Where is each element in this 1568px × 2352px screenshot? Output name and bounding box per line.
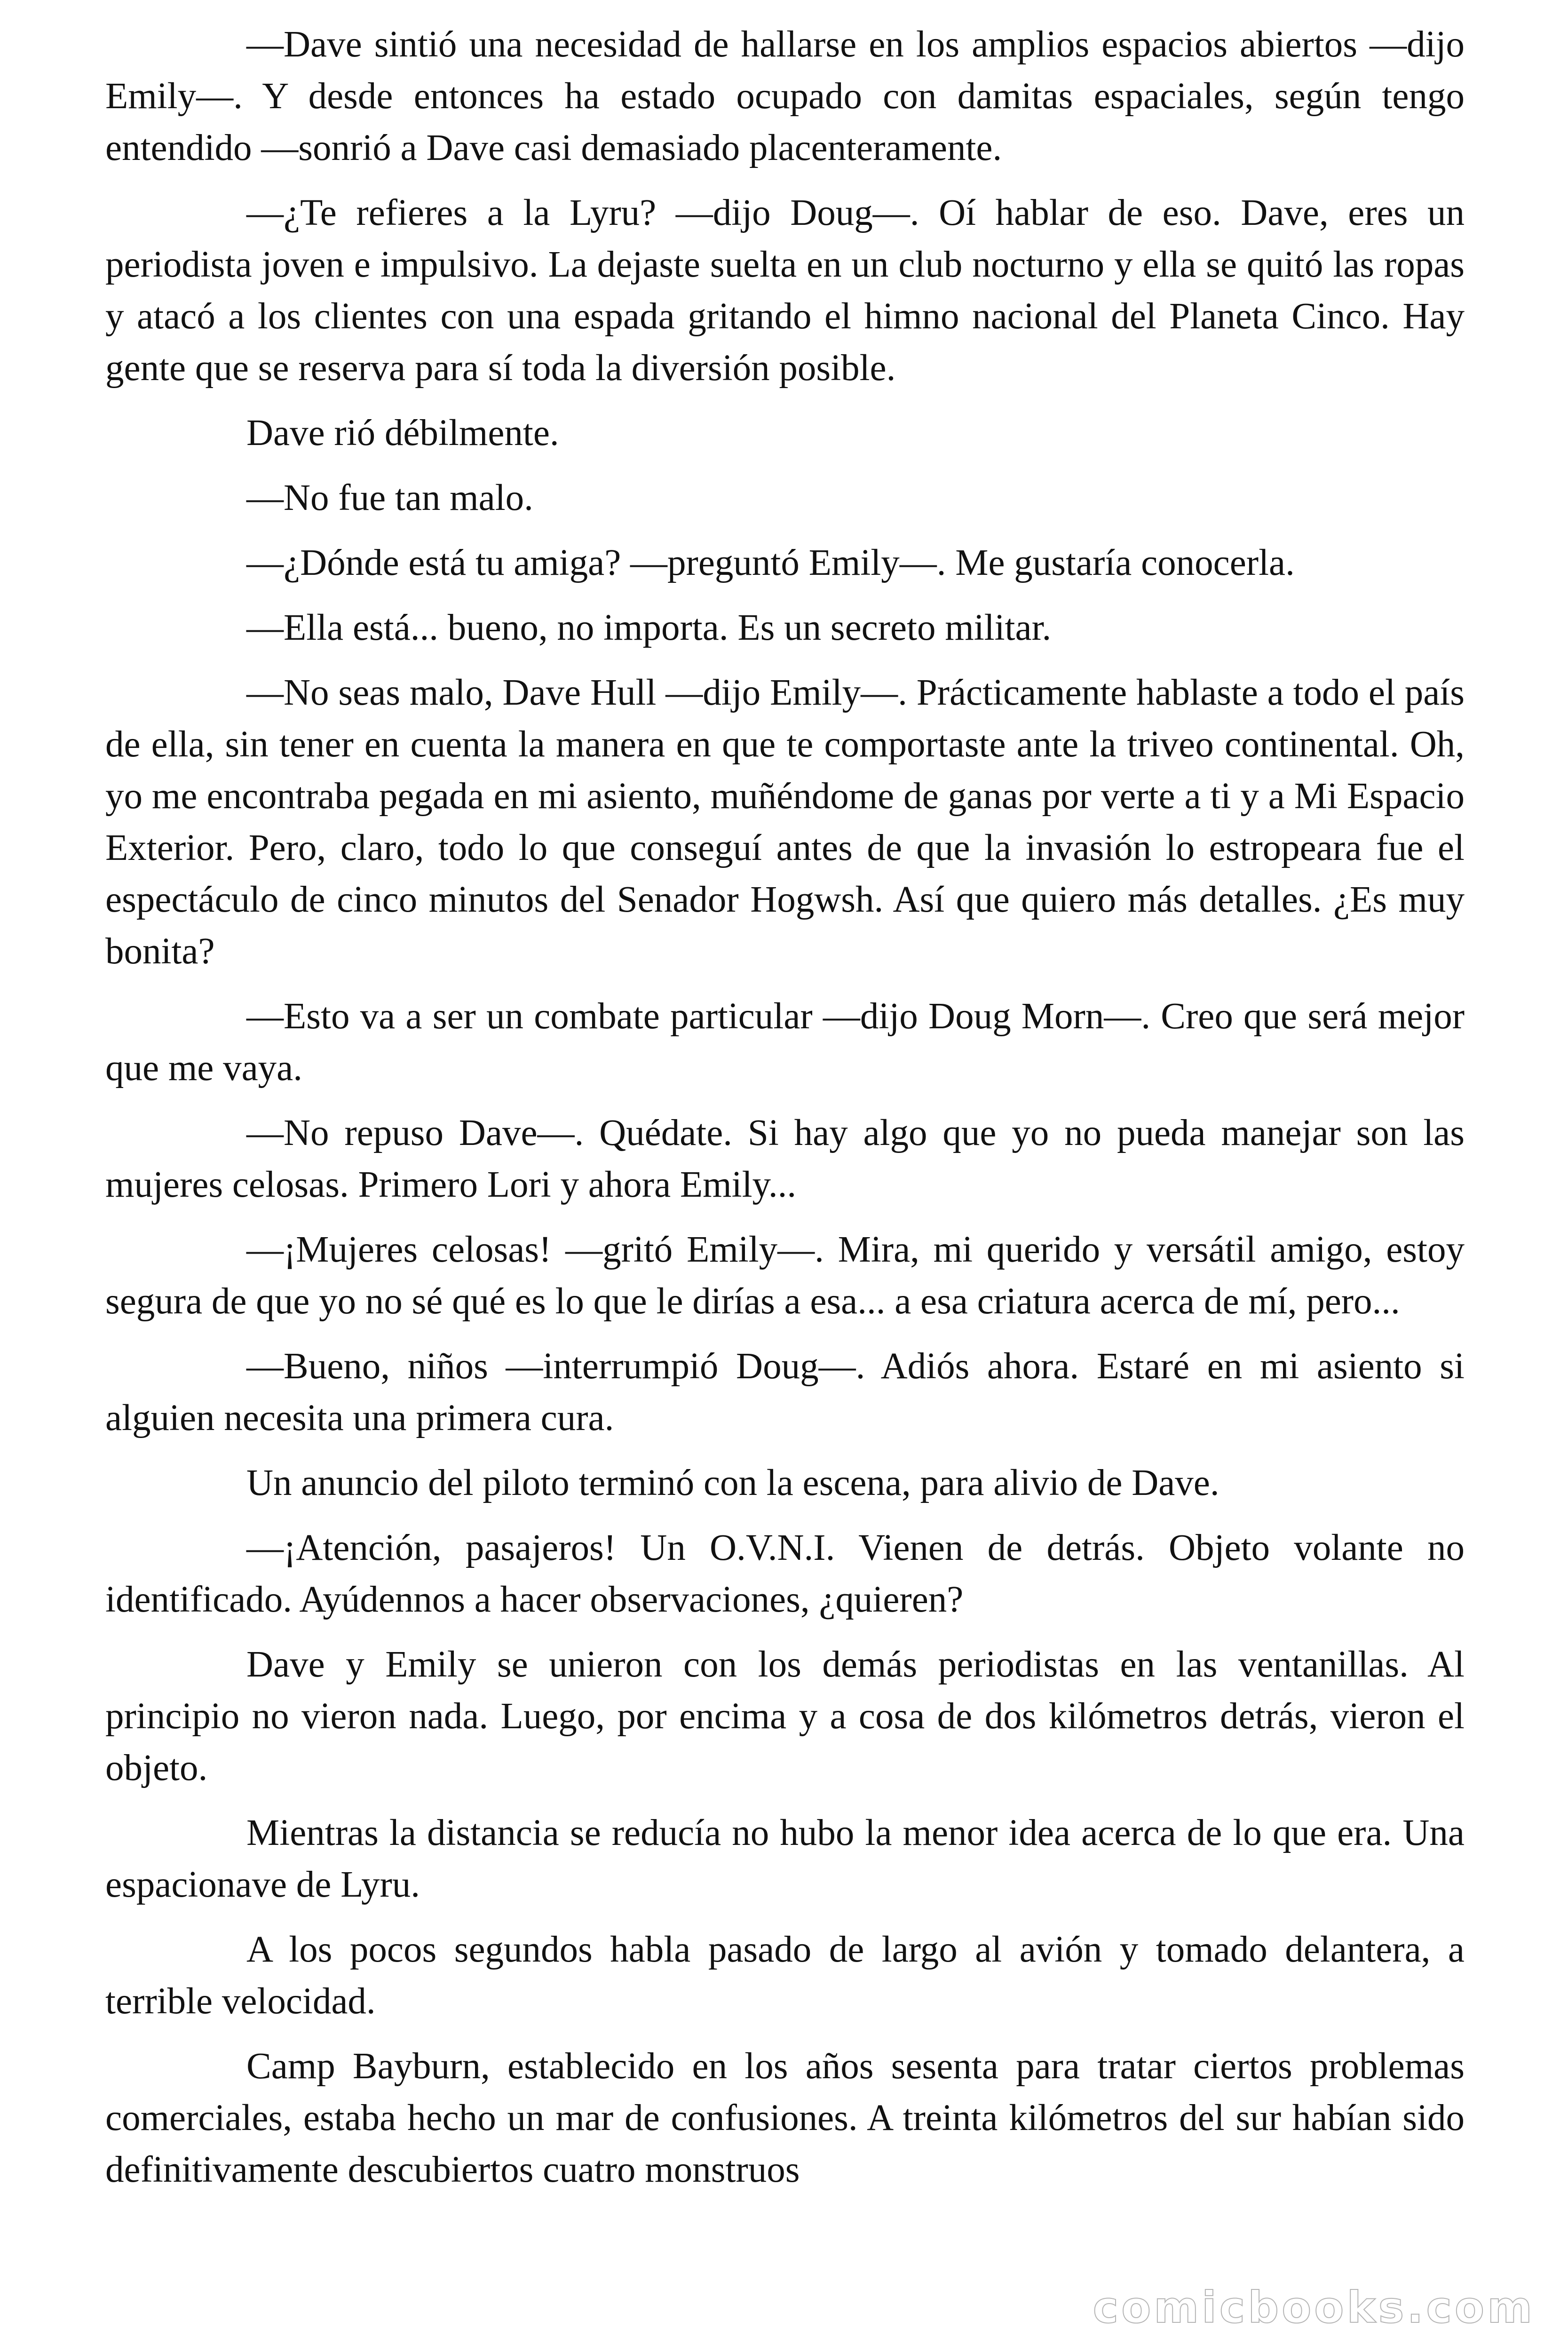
paragraph: —¡Mujeres celosas! —gritó Emily—. Mira, mi querido y versátil amigo, estoy segura de que yo no sé qué es lo que le dirías a esa... a esa criatura acerca de mí, pero... — [105, 1229, 1465, 1322]
watermark: comicbooks.com — [1093, 2282, 1535, 2333]
paragraph: Camp Bayburn, establecido en los años sesenta para tratar ciertos problemas comerciales, estaba hecho un mar de confusiones. A treinta kilómetros del sur habían sido definitivamente descubiertos cuatro monstruos — [105, 2046, 1465, 2190]
book-page-text — [105, 19, 1465, 2209]
paragraph: —Esto va a ser un combate particular —dijo Doug Morn—. Creo que será mejor que me vaya. — [105, 996, 1465, 1089]
paragraph: —Dave sintió una necesidad de hallarse en los amplios espacios abiertos —dijo Emily—. Y desde entonces ha estado ocupado con damitas espaciales, según tengo entendido —sonrió a Dave casi demasiado placenteramente. — [105, 24, 1465, 168]
paragraph: —No seas malo, Dave Hull —dijo Emily—. Prácticamente hablaste a todo el país de ella, sin tener en cuenta la manera en que te comportaste ante la triveo continental. Oh, yo me encontraba pegada en mi asiento, muñéndome de ganas por verte a ti y a Mi Espacio Exterior. Pero, claro, todo lo que conseguí antes de que la invasión lo estropeara fue el espectáculo de cinco minutos del Senador Hogwsh. Así que quiero más detalles. ¿Es muy bonita? — [105, 672, 1465, 972]
paragraph: Un anuncio del piloto terminó con la escena, para alivio de Dave. — [246, 1462, 1220, 1503]
paragraph: Dave y Emily se unieron con los demás periodistas en las ventanillas. Al principio no vieron nada. Luego, por encima y a cosa de dos kilómetros detrás, vieron el objeto. — [105, 1644, 1465, 1788]
paragraph: A los pocos segundos habla pasado de largo al avión y tomado delantera, a terrible velocidad. — [105, 1929, 1465, 2022]
paragraph: —Ella está... bueno, no importa. Es un secreto militar. — [246, 607, 1052, 648]
paragraph: —No repuso Dave—. Quédate. Si hay algo que yo no pueda manejar son las mujeres celosas. Primero Lori y ahora Emily... — [105, 1112, 1465, 1205]
paragraph: Mientras la distancia se reducía no hubo la menor idea acerca de lo que era. Una espacionave de Lyru. — [105, 1812, 1465, 1905]
paragraph: —¿Te refieres a la Lyru? —dijo Doug—. Oí hablar de eso. Dave, eres un periodista joven e impulsivo. La dejaste suelta en un club nocturno y ella se quitó las ropas y atacó a los clientes con una espada gritando el himno nacional del Planeta Cinco. Hay gente que se reserva para sí toda la diversión posible. — [105, 192, 1465, 389]
paragraph: —¿Dónde está tu amiga? —preguntó Emily—. Me gustaría conocerla. — [246, 542, 1295, 583]
paragraph: Dave rió débilmente. — [246, 413, 559, 453]
paragraph: —Bueno, niños —interrumpió Doug—. Adiós ahora. Estaré en mi asiento si alguien necesita una primera cura. — [105, 1346, 1465, 1438]
paragraph: —¡Atención, pasajeros! Un O.V.N.I. Vienen de detrás. Objeto volante no identificado. Ayúdennos a hacer observaciones, ¿quieren? — [105, 1527, 1465, 1620]
paragraph: —No fue tan malo. — [246, 477, 533, 518]
